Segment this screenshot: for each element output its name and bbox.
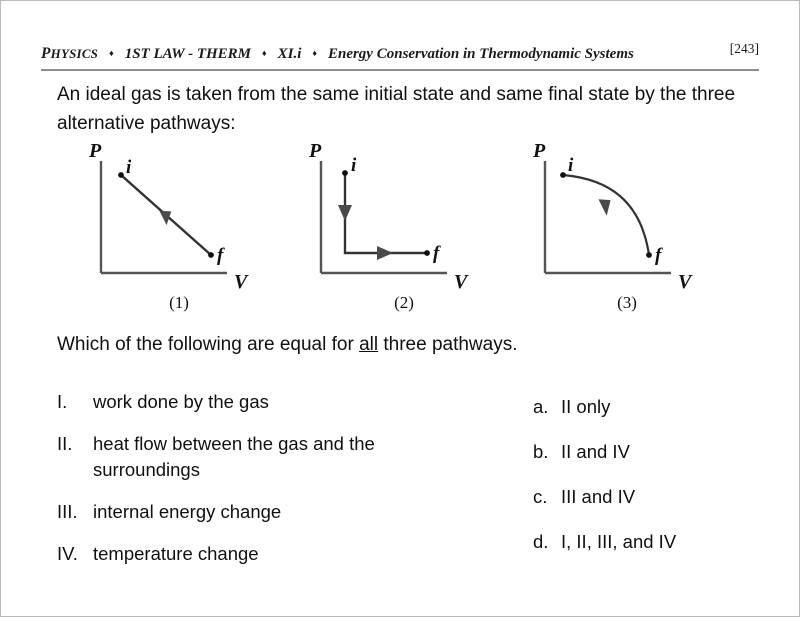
question-prompt — [57, 331, 757, 358]
v-axis-label: V — [678, 271, 692, 293]
choice-marker: b. — [533, 441, 549, 462]
initial-state-dot — [560, 172, 566, 178]
direction-arrow-icon — [595, 197, 611, 215]
header-title: Energy Conservation in Thermodynamic Systems — [327, 46, 634, 62]
choice-marker: a. — [533, 396, 549, 417]
statement-marker: II. — [57, 433, 73, 454]
answer-choice-d[interactable] — [533, 530, 783, 554]
answer-choice-c[interactable] — [533, 485, 783, 509]
header-section: XI.i — [277, 46, 302, 62]
list-item — [57, 389, 477, 415]
pv-diagram-row — [57, 143, 757, 313]
diagram-caption-3: (3) — [617, 293, 637, 312]
v-axis-label: V — [234, 271, 248, 293]
diamond-separator-icon: ♦ — [262, 48, 267, 58]
final-state-dot — [424, 250, 430, 256]
p-axis-label: P — [309, 143, 322, 162]
pv-diagram-3 — [523, 143, 723, 313]
final-state-label: f — [433, 243, 440, 264]
direction-arrow-icon — [338, 205, 352, 221]
choice-text: III and IV — [561, 486, 636, 507]
p-axis-label: P — [89, 143, 102, 162]
statement-list — [57, 389, 477, 583]
list-item — [57, 541, 477, 567]
choice-marker: c. — [533, 486, 548, 507]
intro-paragraph: An ideal gas is taken from the same initial state and same final state by the three alternative pathways: — [57, 84, 736, 134]
list-item — [57, 499, 477, 525]
pv-diagram-1 — [79, 143, 279, 313]
header-subject: PHYSICS — [41, 45, 99, 62]
header-breadcrumb — [41, 45, 634, 63]
initial-state-label: i — [126, 157, 132, 178]
final-state-label: f — [217, 245, 224, 266]
initial-state-dot — [118, 172, 124, 178]
statement-marker: III. — [57, 501, 78, 522]
process-path-3 — [563, 175, 649, 255]
choice-marker: d. — [533, 531, 549, 552]
question-text-after: three pathways. — [378, 334, 518, 355]
list-item — [57, 431, 477, 483]
statement-marker: IV. — [57, 543, 78, 564]
choice-text: II only — [561, 396, 611, 417]
statement-text: temperature change — [93, 543, 259, 564]
initial-state-label: i — [351, 155, 357, 176]
running-header — [41, 41, 759, 63]
final-state-dot — [646, 252, 652, 258]
answer-choice-list — [533, 395, 783, 575]
initial-state-dot — [342, 170, 348, 176]
process-path-2 — [345, 173, 427, 253]
answer-choice-a[interactable] — [533, 395, 783, 419]
choice-text: II and IV — [561, 441, 630, 462]
choice-text: I, II, III, and IV — [561, 531, 677, 552]
pv-diagram-2 — [299, 143, 499, 313]
p-axis-label: P — [533, 143, 546, 162]
initial-state-label: i — [568, 155, 574, 176]
statement-marker: I. — [57, 391, 68, 412]
diagram-caption-2: (2) — [394, 293, 414, 312]
final-state-dot — [208, 252, 214, 258]
diagram-caption-1: (1) — [169, 293, 189, 312]
final-state-label: f — [655, 245, 662, 266]
page-number: [243] — [729, 41, 759, 56]
diamond-separator-icon: ♦ — [312, 48, 317, 58]
v-axis-label: V — [454, 271, 468, 293]
answer-choice-b[interactable] — [533, 440, 783, 464]
question-emphasis: all — [359, 334, 379, 355]
direction-arrow-icon — [377, 246, 393, 260]
header-divider — [41, 69, 759, 71]
header-topic: 1ST LAW - THERM — [124, 46, 252, 62]
question-text-before: Which of the following are equal for — [57, 334, 360, 355]
statement-text: work done by the gas — [93, 391, 269, 412]
statement-text: heat flow between the gas and the surroundings — [93, 433, 375, 480]
diamond-separator-icon: ♦ — [109, 48, 114, 58]
statement-text: internal energy change — [93, 501, 282, 522]
